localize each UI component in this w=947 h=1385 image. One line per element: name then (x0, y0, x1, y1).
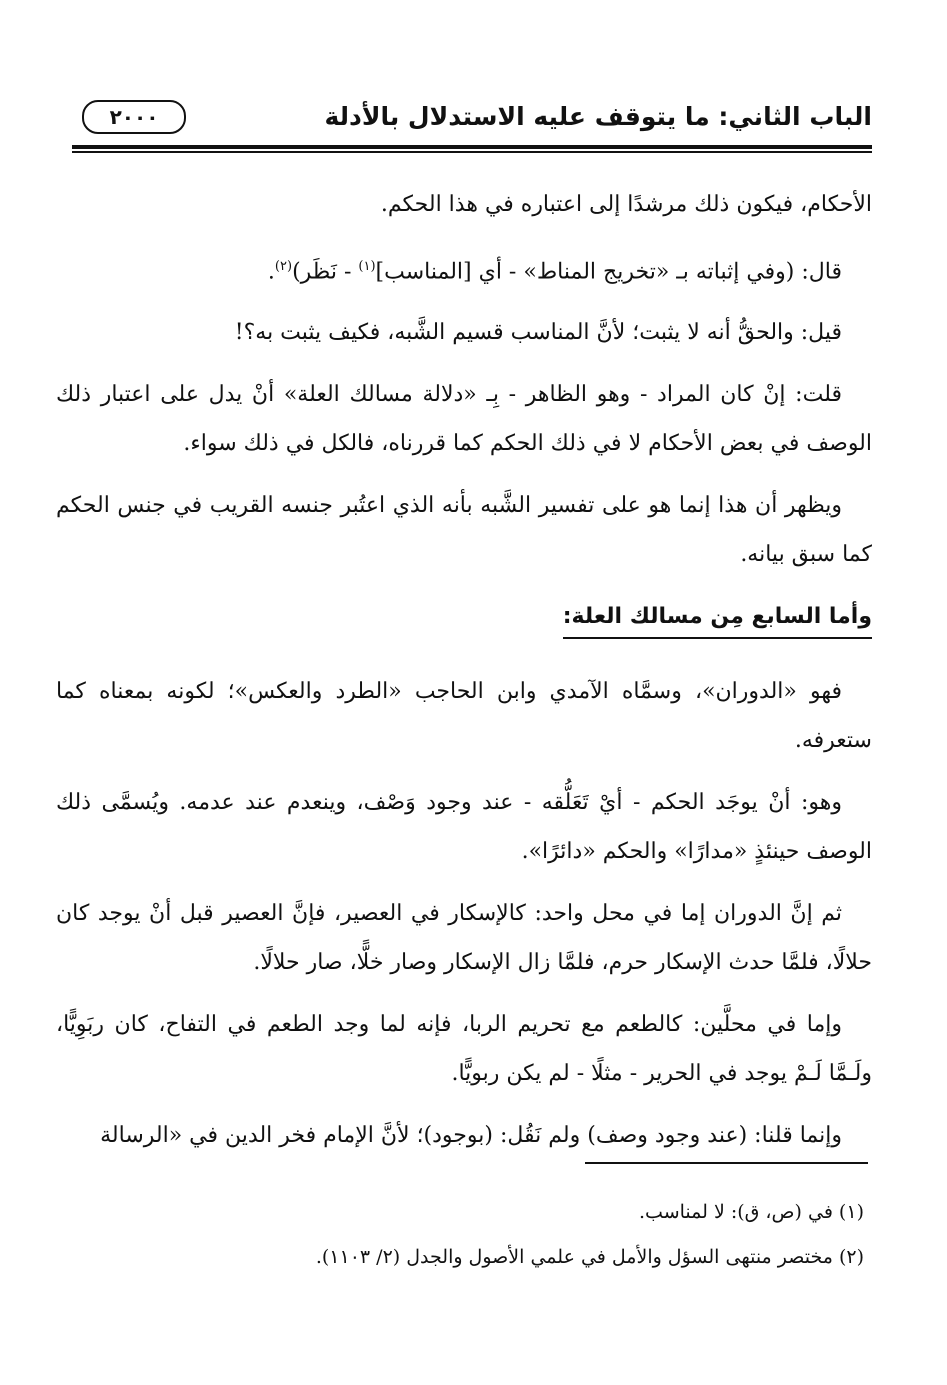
footnote-ref: (١) (358, 258, 376, 274)
header-rule-thin (72, 151, 872, 153)
paragraph: وإنما قلنا: (عند وجود وصف) ولم نَقُل: (بوجود)؛ لأنَّ الإمام فخر الدين في «الرسالة (100, 1122, 842, 1148)
paragraph: قيل: والحقُّ أنه لا يثبت؛ لأنَّ المناسب قسيم الشَّبه، فكيف يثبت به؟! (234, 320, 842, 346)
chapter-title: الباب الثاني: ما يتوقف عليه الاستدلال بالأدلة (324, 102, 872, 131)
paragraph: قلت: إنْ كان المراد - وهو الظاهر - بِـ «دلالة مسالك العلة» أنْ يدل على اعتبار ذلك الوصف في بعض الأحكام لا في ذلك الحكم كما قررناه، فالكل في ذلك سواء. (56, 381, 872, 457)
page-number: ٢٠٠٠ (82, 100, 186, 134)
section-heading: وأما السابع مِن مسالك العلة: (563, 599, 872, 639)
paragraph: الأحكام، فيكون ذلك مرشدًا إلى اعتباره في هذا الحكم. (380, 192, 872, 217)
page-header (72, 98, 872, 146)
footnotes (56, 1190, 864, 1280)
footnote: (٢) مختصر منتهى السؤل والأمل في علمي الأصول والجدل (٢/ ١١٠٣). (315, 1246, 864, 1268)
header-rule-thick (72, 145, 872, 149)
paragraph: فهو «الدوران»، وسمَّاه الآمدي وابن الحاجب «الطرد والعكس»؛ لكونه بمعناه كما ستعرفه. (56, 678, 872, 754)
footnote-separator (585, 1162, 868, 1164)
footnote: (١) في (ص، ق): لا لمناسب. (639, 1201, 864, 1223)
paragraph-text: . (267, 258, 275, 284)
paragraph: ويظهر أن هذا إنما هو على تفسير الشَّبه بأنه الذي اعتُبر جنسه القريب في جنس الحكم كما سبق بيانه. (56, 492, 872, 568)
paragraph-text: قال: (وفي إثباته بـ «تخريج المناط» - أي [المناسب] (375, 258, 842, 284)
paragraph: وهو: أنْ يوجَد الحكم - أيْ تَعَلُّقه - عند وجود وَصْف، وينعدم عند عدمه. ويُسمَّى ذلك الوصف حينئذٍ «مدارًا» والحكم «دائرًا». (56, 789, 872, 865)
paragraph (56, 242, 872, 297)
paragraph-text: - نَظَر) (292, 258, 352, 284)
footnote-ref: (٢) (274, 258, 293, 274)
main-text (56, 180, 872, 1172)
paragraph: ثم إنَّ الدوران إما في محل واحد: كالإسكار في العصير، فإنَّ العصير قبل أنْ يوجد كان حلالًا، فلمَّا حدث الإسكار حرم، فلمَّا زال الإسكار وصار خلًّا، صار حلالًا. (56, 900, 872, 976)
paragraph: وإما في محلَّين: كالطعم مع تحريم الربا، فإنه لما وجد الطعم في التفاح، كان ربَوِيًّا، ولَـمَّا لَـمْ يوجد في الحرير - مثلًا - لم يكن ربويًّا. (56, 1011, 872, 1087)
